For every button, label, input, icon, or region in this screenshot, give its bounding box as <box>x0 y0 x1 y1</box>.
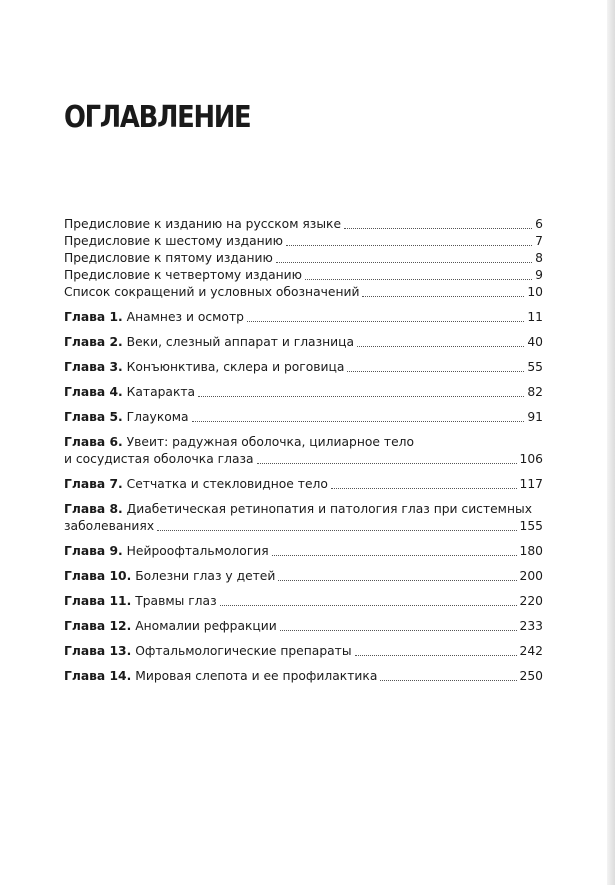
toc-entry-chapter-3[interactable] <box>64 359 543 376</box>
toc-entry-text: Предисловие к пятому изданию <box>64 251 273 265</box>
dot-leader <box>247 321 524 322</box>
toc-entry-chapter-5[interactable] <box>64 409 543 426</box>
toc-page-number: 82 <box>527 385 543 399</box>
toc-page-number: 6 <box>535 217 543 231</box>
toc-entry-text: Предисловие к изданию на русском языке <box>64 217 342 231</box>
chapter-label: Глава 3. <box>64 360 123 374</box>
chapter-label: Глава 13. <box>64 644 132 658</box>
toc-entry-chapter-14[interactable] <box>64 668 543 685</box>
chapter-label: Глава 2. <box>64 335 123 349</box>
chapter-title: Диабетическая ретинопатия и патология глаз при системных <box>126 502 532 516</box>
toc-entry-preface-sixth[interactable] <box>64 233 543 250</box>
toc-page-number: 155 <box>519 519 543 533</box>
toc-page-number: 40 <box>527 335 543 349</box>
dot-leader <box>192 421 525 422</box>
chapter-title: Катаракта <box>126 385 196 399</box>
toc-page-number: 8 <box>535 251 543 265</box>
chapter-label: Глава 4. <box>64 385 123 399</box>
toc-entry-chapter-2[interactable] <box>64 334 543 351</box>
chapter-title-continued: заболеваниях <box>64 519 155 533</box>
table-of-contents <box>64 216 543 685</box>
toc-page-number: 250 <box>519 669 543 683</box>
chapter-title: Конъюнктива, склера и роговица <box>126 360 345 374</box>
toc-entry-preface-russian[interactable] <box>64 216 543 233</box>
dot-leader <box>362 296 524 297</box>
dot-leader <box>278 580 516 581</box>
chapter-title: Нейроофтальмология <box>126 544 269 558</box>
toc-entry-chapter-7[interactable] <box>64 476 543 493</box>
toc-page-number: 106 <box>519 452 543 466</box>
dot-leader <box>286 245 532 246</box>
chapter-title: Офтальмологические препараты <box>135 644 352 658</box>
chapter-label: Глава 10. <box>64 569 132 583</box>
chapter-title: Глаукома <box>126 410 189 424</box>
dot-leader <box>280 630 517 631</box>
toc-entry-chapter-10[interactable] <box>64 568 543 585</box>
toc-entry-abbreviations[interactable] <box>64 284 543 301</box>
chapter-title: Аномалии рефракции <box>135 619 277 633</box>
toc-page-number: 91 <box>527 410 543 424</box>
toc-page-number: 180 <box>519 544 543 558</box>
dot-leader <box>355 655 517 656</box>
dot-leader <box>380 680 516 681</box>
dot-leader <box>305 279 532 280</box>
dot-leader <box>157 530 516 531</box>
dot-leader <box>198 396 524 397</box>
toc-entry-preface-fifth[interactable] <box>64 250 543 267</box>
chapter-title: Болезни глаз у детей <box>135 569 276 583</box>
toc-entry-chapter-12[interactable] <box>64 618 543 635</box>
toc-entry-text: Предисловие к четвертому изданию <box>64 268 303 282</box>
dot-leader <box>331 488 517 489</box>
chapter-title: Веки, слезный аппарат и глазница <box>126 335 355 349</box>
page-title: ОГЛАВЛЕНИЕ <box>64 100 251 135</box>
dot-leader <box>257 463 517 464</box>
dot-leader <box>357 346 524 347</box>
page-edge-shadow <box>607 0 615 885</box>
chapter-label: Глава 8. <box>64 502 123 516</box>
chapter-label: Глава 14. <box>64 669 132 683</box>
chapter-title: Травмы глаз <box>135 594 217 608</box>
chapter-title: Сетчатка и стекловидное тело <box>126 477 328 491</box>
toc-entry-chapter-4[interactable] <box>64 384 543 401</box>
chapter-title: Увеит: радужная оболочка, цилиарное тело <box>126 435 415 449</box>
chapter-label: Глава 6. <box>64 435 123 449</box>
toc-page-number: 10 <box>527 285 543 299</box>
toc-entry-chapter-1[interactable] <box>64 309 543 326</box>
toc-page-number: 55 <box>527 360 543 374</box>
dot-leader <box>220 605 517 606</box>
dot-leader <box>347 371 524 372</box>
toc-entry-chapter-11[interactable] <box>64 593 543 610</box>
chapter-label: Глава 12. <box>64 619 132 633</box>
chapter-title: Анамнез и осмотр <box>126 310 244 324</box>
chapter-label: Глава 7. <box>64 477 123 491</box>
toc-entry-chapter-9[interactable] <box>64 543 543 560</box>
toc-page-number: 242 <box>519 644 543 658</box>
toc-entry-text: Предисловие к шестому изданию <box>64 234 283 248</box>
toc-entry-chapter-13[interactable] <box>64 643 543 660</box>
toc-page-number: 220 <box>519 594 543 608</box>
chapter-title: Мировая слепота и ее профилактика <box>135 669 378 683</box>
chapter-label: Глава 9. <box>64 544 123 558</box>
toc-entry-chapter-6[interactable] <box>64 434 543 468</box>
chapter-label: Глава 5. <box>64 410 123 424</box>
toc-page-number: 117 <box>519 477 543 491</box>
toc-entry-text: Список сокращений и условных обозначений <box>64 285 360 299</box>
dot-leader <box>344 228 532 229</box>
chapter-label: Глава 1. <box>64 310 123 324</box>
dot-leader <box>276 262 532 263</box>
chapter-title-continued: и сосудистая оболочка глаза <box>64 452 254 466</box>
toc-page-number: 7 <box>535 234 543 248</box>
toc-page-number: 11 <box>527 310 543 324</box>
toc-entry-chapter-8[interactable] <box>64 501 543 535</box>
toc-page-number: 200 <box>519 569 543 583</box>
toc-entry-preface-fourth[interactable] <box>64 267 543 284</box>
toc-page-number: 233 <box>519 619 543 633</box>
chapter-label: Глава 11. <box>64 594 132 608</box>
dot-leader <box>272 555 517 556</box>
toc-page-number: 9 <box>535 268 543 282</box>
